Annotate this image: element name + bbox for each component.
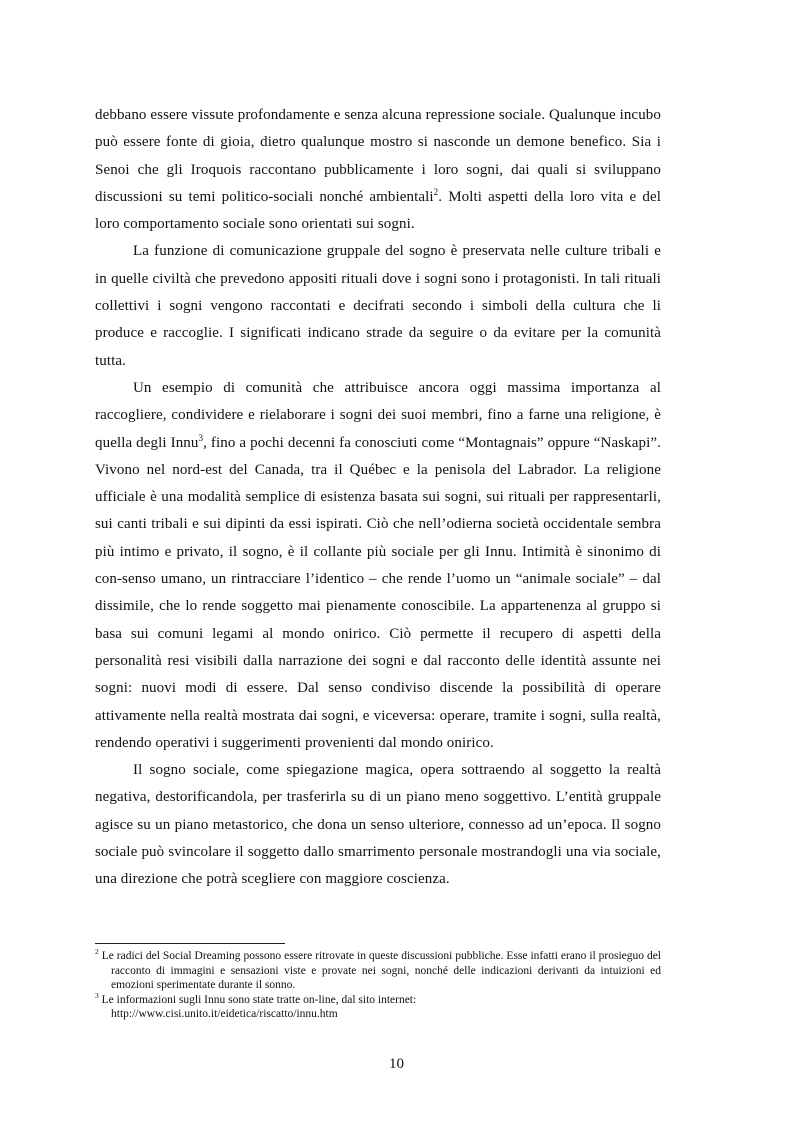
- footnote-ref-3[interactable]: 3: [198, 432, 204, 443]
- paragraph-1-text-before: debbano essere vissute profondamente e senza alcuna repressione sociale. Qualunque incubo può essere fonte di gioia, dietro qualunque mostro si nasconde un demone benefico. Sia i Senoi che gli Iroquois raccontano pubblicamente i loro sogni, dai quali si sviluppano discussioni su temi politico-sociali nonché ambientali: [95, 107, 661, 205]
- paragraph-3-text-after: , fino a pochi decenni fa conosciuti come “Montagnais” oppure “Naskapi”. Vivono nel nord-est del Canada, tra il Québec e la penisola del Labrador. La religione ufficiale è una modalità semplice di esistenza basata sui sogni, sui rituali per rappresentarli, sui canti tribali e sui dipinti da essi ispirati. Ciò che nell’odierna società occidentale sembra più intimo e privato, il sogno, è il collante più sociale per gli Innu. Intimità è sinonimo di con-senso umano, un rintracciare l’identico – che rende l’uomo un “animale sociale” – dal dissimile, che lo rende soggetto mai pienamente conoscibile. La appartenenza al gruppo si basa sui comuni legami al mondo onirico. Ciò permette il recupero di aspetti della personalità resi visibili dalla narrazione dei sogni e dal racconto delle identità assunte nei sogni: nuovi modi di essere. Dal senso condiviso discende la possibilità di operare attivamente nella realtà mostrata dai sogni, e viceversa: operare, tramite i sogni, sulla realtà, rendendo operativi i suggerimenti provenienti dal mondo onirico.: [95, 434, 661, 751]
- footnote-2: [95, 949, 661, 993]
- body-text: [95, 102, 661, 894]
- footnote-divider: [95, 943, 285, 944]
- footnote-3-url[interactable]: http://www.cisi.unito.it/eidetica/riscatto/innu.htm: [111, 1008, 338, 1020]
- footnote-3: [95, 990, 661, 1022]
- paragraph-3-text-before: Un esempio di comunità che attribuisce ancora oggi massima importanza al raccogliere, condividere e rielaborare i sogni dei suoi membri, fino a farne una religione, è quella degli Innu: [95, 379, 661, 451]
- paragraph-2: La funzione di comunicazione gruppale del sogno è preservata nelle culture tribali e in quelle civiltà che prevedono appositi rituali dove i sogni sono i protagonisti. In tali rituali collettivi i sogni vengono raccontati e decifrati secondo i simboli della cultura che li produce e raccoglie. I significati indicano strade da seguire o da evitare per la comunità tutta.: [95, 243, 661, 369]
- paragraph-1: [95, 102, 661, 238]
- paragraph-3: [95, 375, 661, 757]
- paragraph-1-text-after: . Molti aspetti della loro vita e del loro comportamento sociale sono orientati sui sogni.: [95, 188, 661, 233]
- footnote-3-text: Le informazioni sugli Innu sono state tratte on-line, dal sito internet:: [101, 993, 417, 1006]
- footnote-ref-2[interactable]: 2: [433, 186, 439, 197]
- footnote-2-text: Le radici del Social Dreaming possono essere ritrovate in queste discussioni pubbliche. Esse infatti erano il prosieguo del racconto di immagini e sensazioni viste e provate nei sogni, nonché delle indicazioni derivanti da intuizioni ed emozioni sperimentate durante il sonno.: [101, 950, 661, 991]
- paragraph-4: Il sogno sociale, come spiegazione magica, opera sottraendo al soggetto la realtà negativa, destorificandola, per trasferirla su di un piano meno soggettivo. L’entità gruppale agisce su un piano metastorico, che dona un senso ulteriore, connesso ad un’epoca. Il sogno sociale può svincolare il soggetto dallo smarrimento personale mostrandogli una via sociale, una direzione che potrà scegliere con maggiore coscienza.: [95, 762, 661, 888]
- page-number: 10: [389, 1056, 404, 1072]
- footnote-3-number: 3: [95, 990, 99, 1000]
- footnotes: [95, 949, 661, 1022]
- footnote-2-number: 2: [95, 947, 99, 957]
